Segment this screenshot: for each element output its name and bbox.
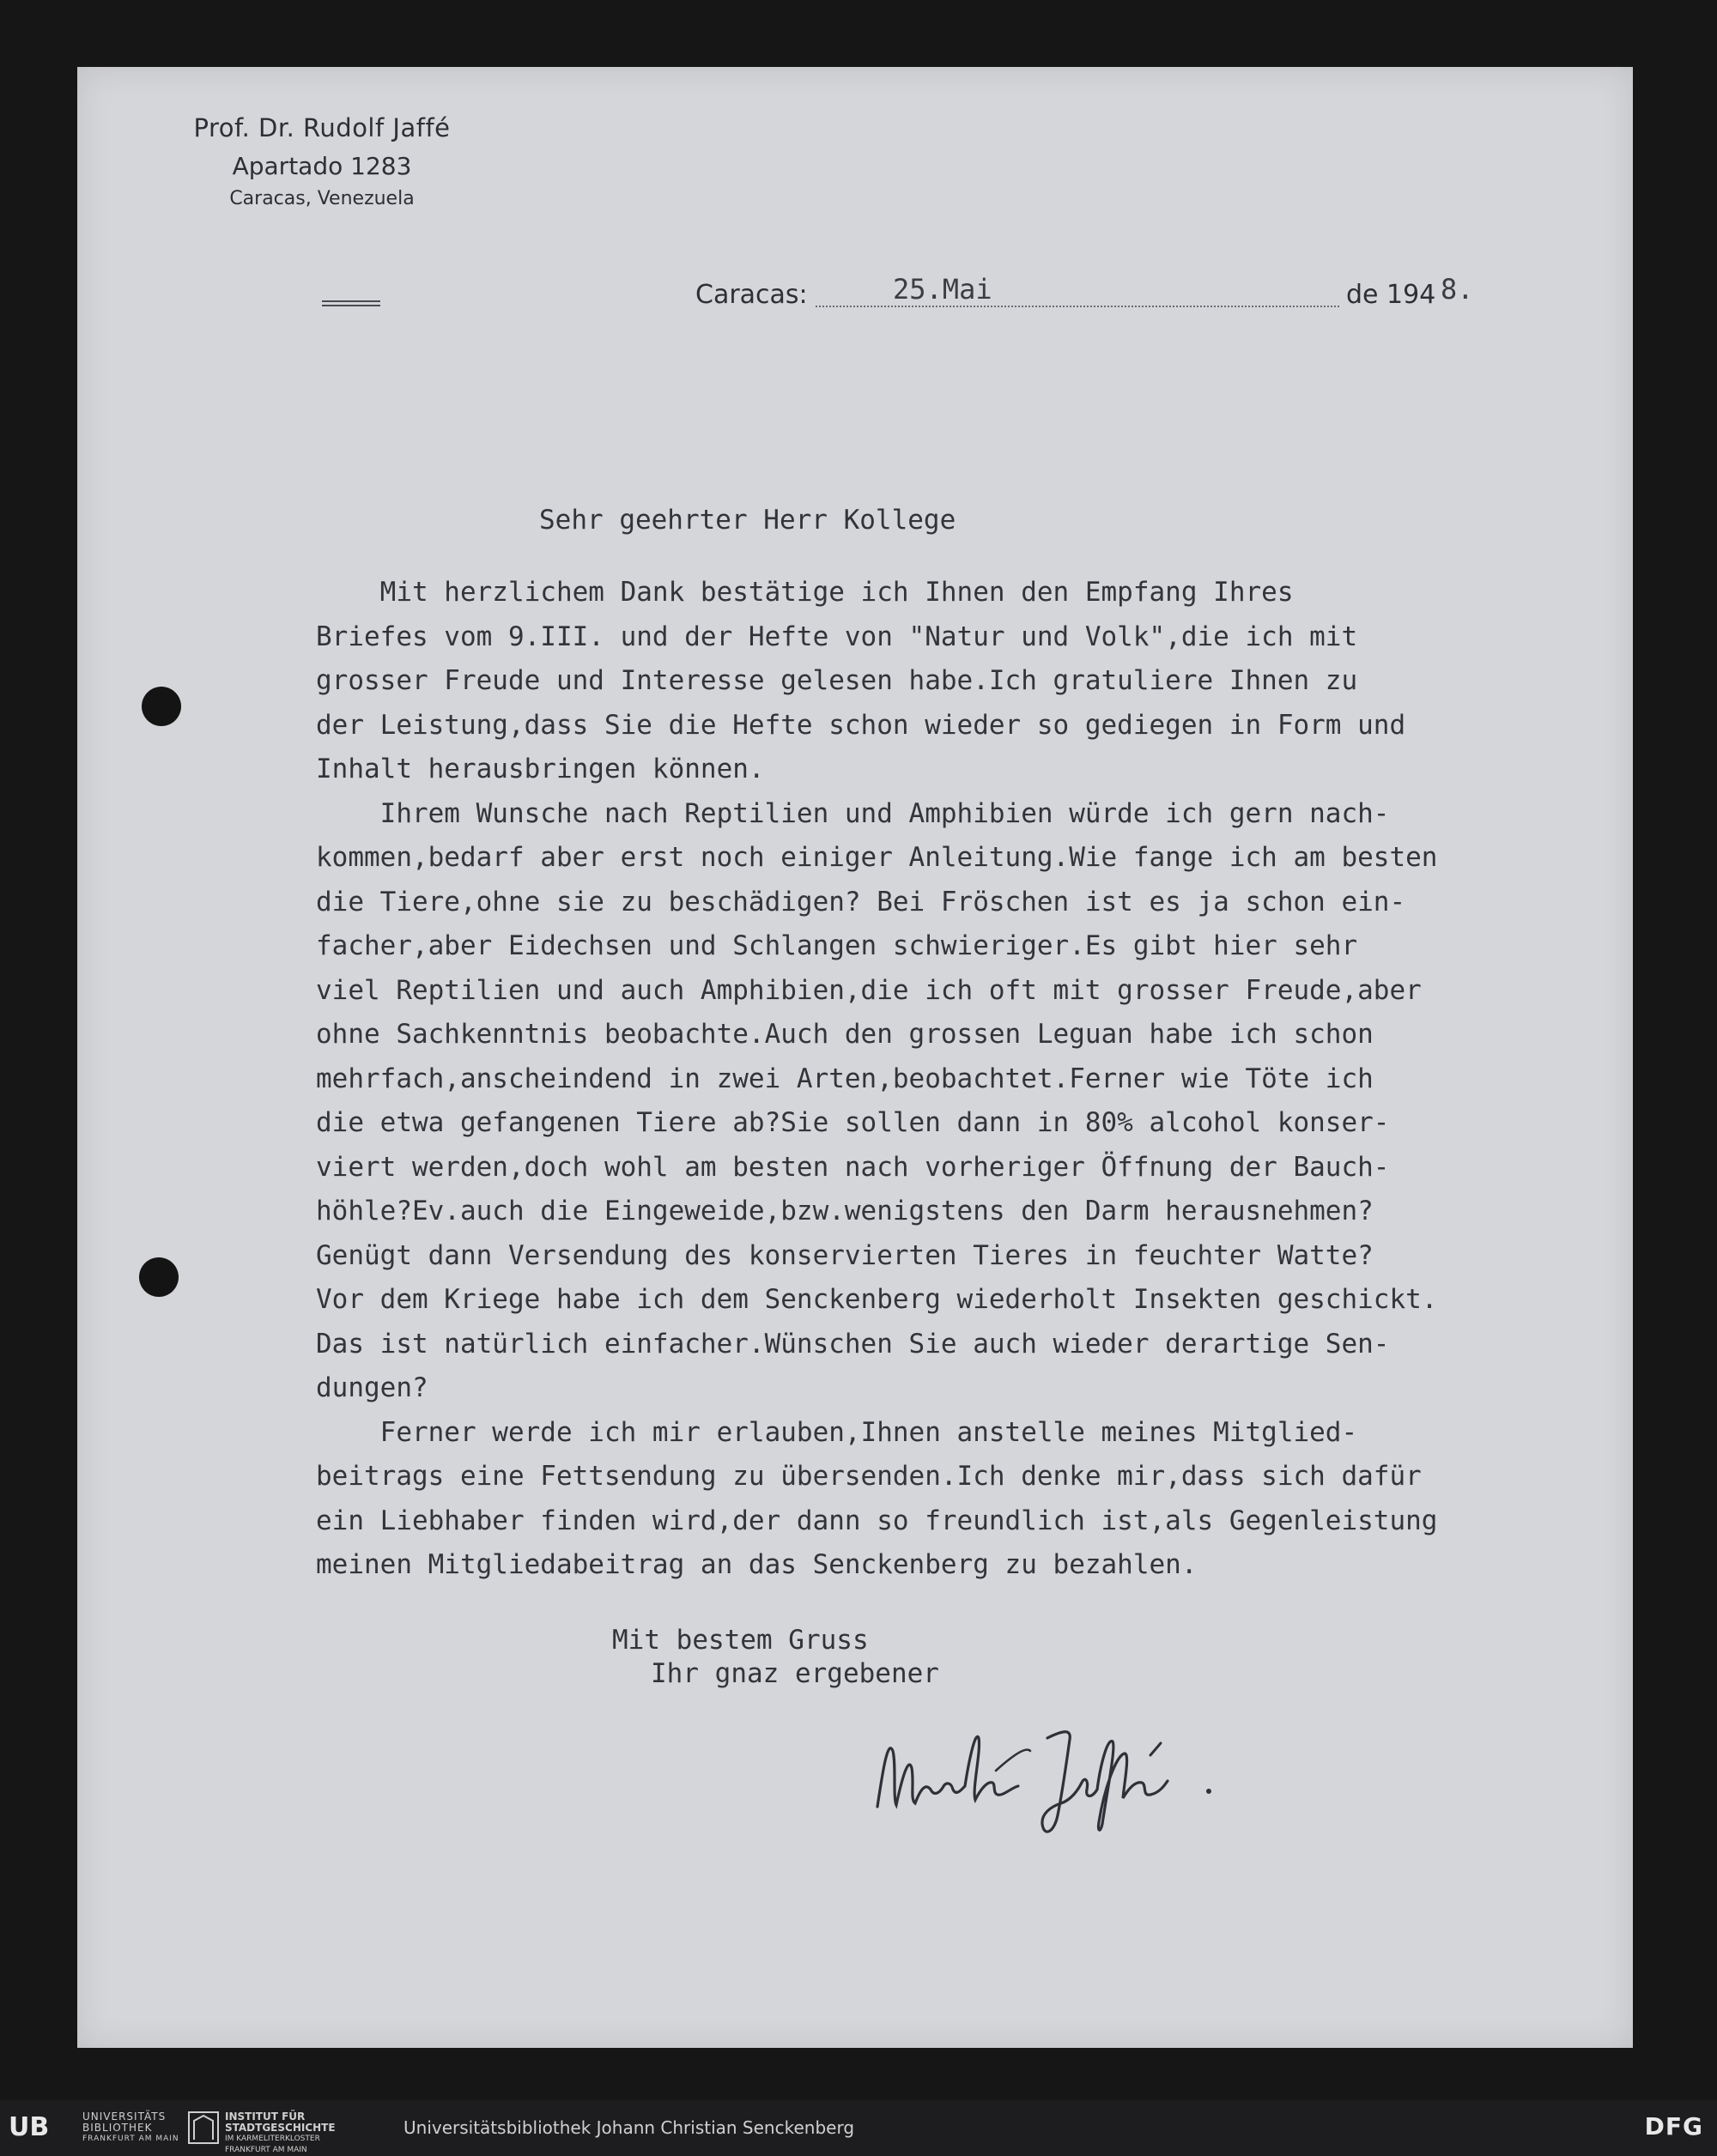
body-line: ein Liebhaber finden wird,der dann so freundlich ist,als Gegenleistung (316, 1505, 1438, 1536)
dfg-logo: DFG (1644, 2112, 1703, 2141)
body-line: meinen Mitgliedabeitrag an das Senckenberg zu bezahlen. (316, 1549, 1198, 1580)
body-line: Ihrem Wunsche nach Reptilien und Amphibien würde ich gern nach- (316, 797, 1390, 829)
body-line: Briefes vom 9.III. und der Hefte von "Natur und Volk",die ich mit (316, 621, 1358, 652)
closing-line-2: Ihr gnaz ergebener (651, 1658, 939, 1689)
library-credit: Universitätsbibliothek Johann Christian Senckenberg (403, 2117, 855, 2138)
letterhead (142, 112, 502, 212)
letterhead-city: Caracas, Venezuela (229, 187, 415, 209)
university-library-label (82, 2111, 179, 2145)
uni-line-1: UNIVERSITÄTS (82, 2111, 167, 2123)
body-line: Mit herzlichem Dank bestätige ich Ihnen den Empfang Ihres (316, 577, 1294, 608)
body-line: facher,aber Eidechsen und Schlangen schwieriger.Es gibt hier sehr (316, 930, 1358, 961)
letterhead-rule-2 (322, 305, 380, 306)
body-line: mehrfach,anscheindend in zwei Arten,beobachtet.Ferner wie Töte ich (316, 1063, 1374, 1094)
dateline-date: 25.Mai (893, 273, 992, 306)
letterhead-name: Prof. Dr. Rudolf Jaffé (193, 113, 451, 142)
dateline-dots (816, 306, 1339, 307)
dateline-de: de 194 (1346, 280, 1436, 310)
punch-hole-top (142, 687, 181, 726)
body-line: höhle?Ev.auch die Eingeweide,bzw.wenigstens den Darm herausnehmen? (316, 1196, 1374, 1226)
body-line: Inhalt herausbringen können. (316, 754, 765, 784)
inst-line-3: IM KARMELITERKLOSTER (225, 2135, 320, 2143)
salutation: Sehr geehrter Herr Kollege (539, 505, 956, 536)
ub-logo: UB (9, 2112, 50, 2142)
institute-emblem-icon (187, 2109, 220, 2147)
inst-line-1: INSTITUT FÜR (225, 2111, 306, 2123)
institute-label (225, 2111, 336, 2156)
uni-line-2: BIBLIOTHEK (82, 2122, 153, 2134)
dateline (695, 273, 1502, 316)
letter-body (316, 571, 1638, 1588)
body-line: viert werden,doch wohl am besten nach vorheriger Öffnung der Bauch- (316, 1151, 1390, 1183)
body-line: der Leistung,dass Sie die Hefte schon wieder so gediegen in Form und (316, 709, 1406, 741)
letterhead-rule (322, 300, 380, 302)
closing-line-1: Mit bestem Gruss (612, 1625, 869, 1656)
body-line: Ferner werde ich mir erlauben,Ihnen anstelle meines Mitglied- (316, 1416, 1358, 1448)
body-line: Das ist natürlich einfacher.Wünschen Sie auch wieder derartige Sen- (316, 1328, 1390, 1360)
handwritten-signature (867, 1704, 1228, 1850)
body-line: grosser Freude und Interesse gelesen habe.Ich gratuliere Ihnen zu (316, 665, 1358, 696)
letterhead-box: Apartado 1283 (232, 152, 412, 181)
body-line: viel Reptilien und auch Amphibien,die ich oft mit grosser Freude,aber (316, 974, 1422, 1006)
body-line: Vor dem Kriege habe ich dem Senckenberg wiederholt Insekten geschickt. (316, 1284, 1438, 1315)
body-line: Genügt dann Versendung des konservierten Tieres in feuchter Watte? (316, 1239, 1374, 1271)
body-line: dungen? (316, 1372, 428, 1403)
body-line: die Tiere,ohne sie zu beschädigen? Bei Fröschen ist es ja schon ein- (316, 886, 1406, 918)
dateline-year: 8. (1441, 273, 1474, 306)
footer-bar (0, 2100, 1717, 2156)
uni-line-3: FRANKFURT AM MAIN (82, 2135, 179, 2143)
inst-line-2: STADTGESCHICHTE (225, 2122, 336, 2134)
body-line: kommen,bedarf aber erst noch einiger Anleitung.Wie fange ich am besten (316, 842, 1438, 873)
body-line: beitrags eine Fettsendung zu übersenden.Ich denke mir,dass sich dafür (316, 1461, 1422, 1492)
punch-hole-bottom (139, 1257, 179, 1297)
dateline-label: Caracas: (695, 280, 808, 310)
body-line: die etwa gefangenen Tiere ab?Sie sollen dann in 80% alcohol konser- (316, 1107, 1390, 1138)
inst-line-4: FRANKFURT AM MAIN (225, 2146, 307, 2154)
body-line: ohne Sachkenntnis beobachte.Auch den grossen Leguan habe ich schon (316, 1019, 1374, 1050)
